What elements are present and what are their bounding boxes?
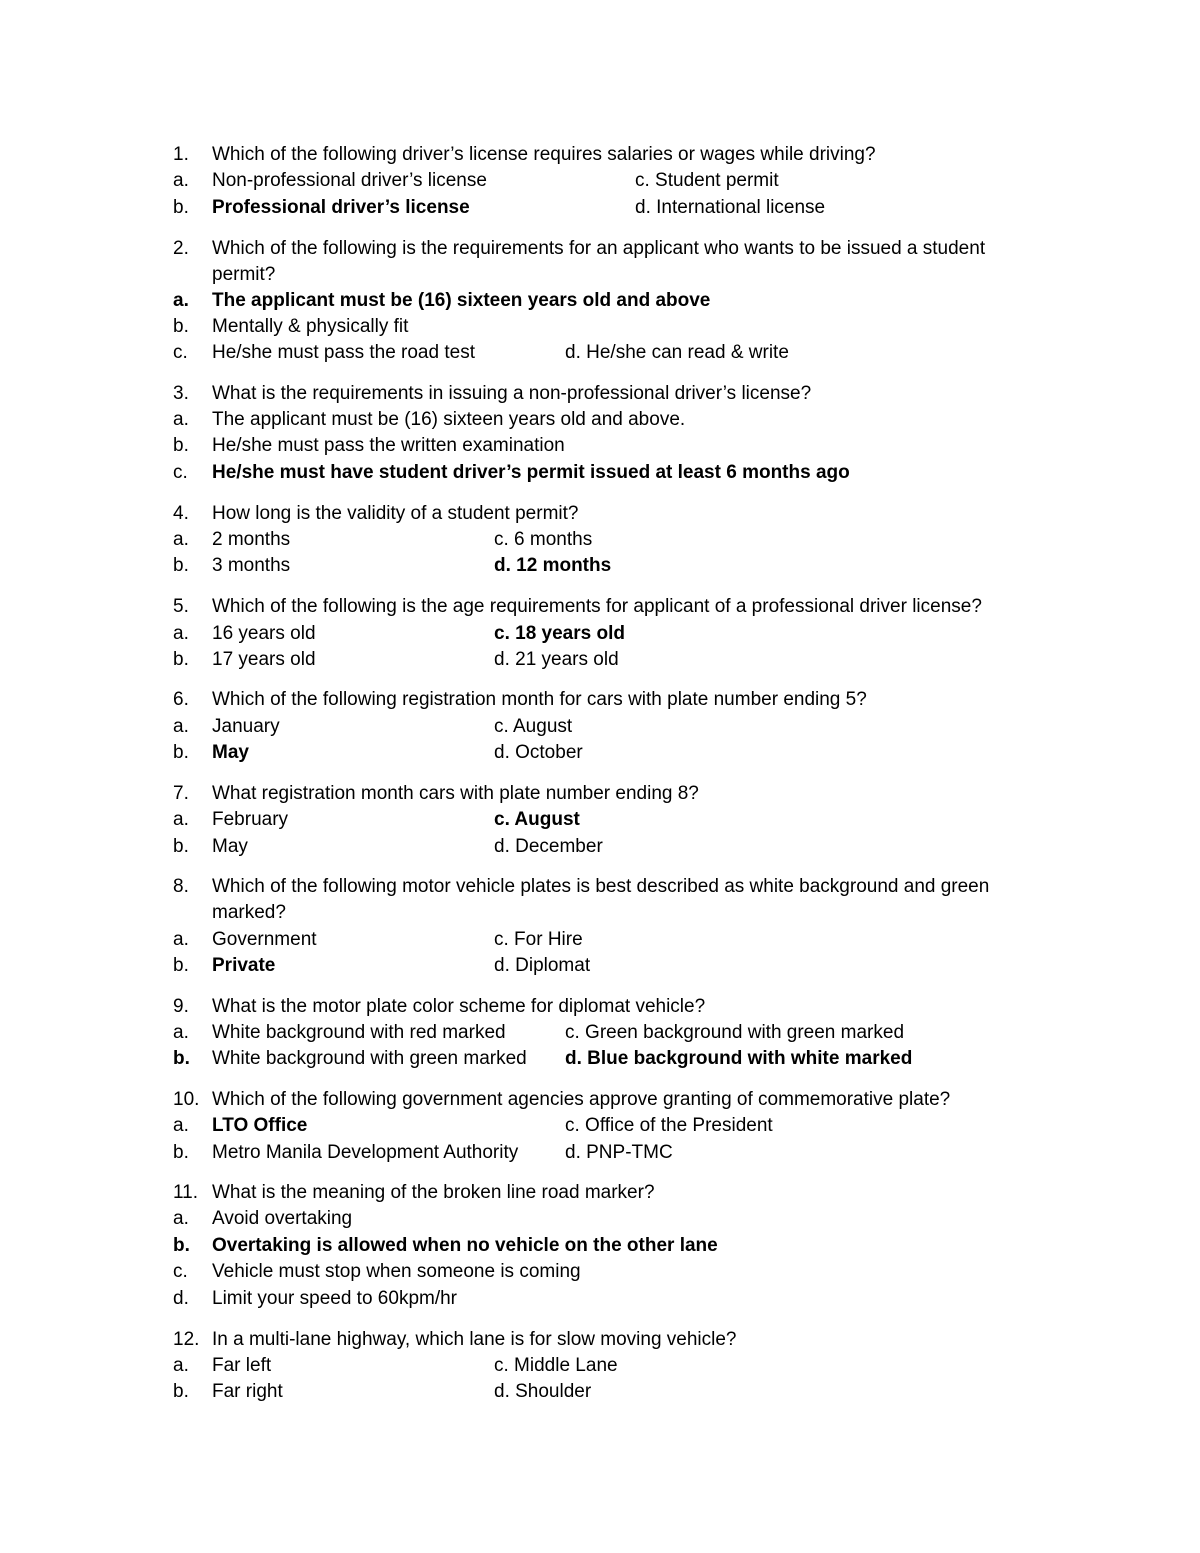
- option-text: d. PNP-TMC: [565, 1142, 673, 1163]
- option-text: 3 months: [212, 555, 291, 576]
- option-label: a.: [173, 809, 189, 830]
- question-text: Which of the following is the age requirements for applicant of a professional driver license?: [212, 596, 982, 617]
- option-label: a.: [173, 170, 189, 191]
- question-text: Which of the following government agencies approve granting of commemorative plate?: [212, 1089, 951, 1110]
- option-text: d. October: [494, 742, 583, 763]
- option-label: b.: [173, 1235, 190, 1256]
- question-text: What is the requirements in issuing a non-professional driver’s license?: [212, 383, 812, 404]
- option-text: He/she must pass the written examination: [212, 435, 565, 456]
- option-text: White background with green marked: [212, 1048, 527, 1069]
- option-text: Far right: [212, 1381, 283, 1402]
- option-label: a.: [173, 1022, 189, 1043]
- option-label: a.: [173, 623, 189, 644]
- question-number: 2.: [173, 238, 189, 259]
- option-text: d. Diplomat: [494, 955, 591, 976]
- question-text: What registration month cars with plate number ending 8?: [212, 783, 699, 804]
- question-number: 5.: [173, 596, 189, 617]
- option-text: c. Office of the President: [565, 1115, 773, 1136]
- option-text: d. 21 years old: [494, 649, 619, 670]
- question-number: 10.: [173, 1089, 200, 1110]
- correct-answer: Professional driver’s license: [212, 197, 470, 218]
- question-text: Which of the following driver’s license requires salaries or wages while driving?: [212, 144, 876, 165]
- question-number: 6.: [173, 689, 189, 710]
- question-number: 11.: [173, 1182, 199, 1203]
- option-label: c.: [173, 342, 188, 363]
- option-label: b.: [173, 1142, 189, 1163]
- option-text: c. 6 months: [494, 529, 593, 550]
- option-label: b.: [173, 555, 189, 576]
- question-number: 1.: [173, 144, 189, 165]
- correct-answer: May: [212, 742, 249, 763]
- option-label: a.: [173, 1115, 189, 1136]
- question-text: What is the meaning of the broken line road marker?: [212, 1182, 655, 1203]
- option-text: Avoid overtaking: [212, 1208, 353, 1229]
- option-text: Limit your speed to 60kpm/hr: [212, 1288, 458, 1309]
- option-text: d. December: [494, 836, 603, 857]
- option-label: a.: [173, 290, 189, 311]
- question-number: 8.: [173, 876, 189, 897]
- option-label: b.: [173, 1381, 189, 1402]
- option-text: c. For Hire: [494, 929, 583, 950]
- question-text: Which of the following registration month for cars with plate number ending 5?: [212, 689, 867, 710]
- option-text: Vehicle must stop when someone is coming: [212, 1261, 581, 1282]
- correct-answer: Overtaking is allowed when no vehicle on the other lane: [212, 1235, 718, 1256]
- option-text: He/she must pass the road test: [212, 342, 475, 363]
- question-number: 4.: [173, 503, 189, 524]
- option-text: Far left: [212, 1355, 272, 1376]
- question-number: 9.: [173, 996, 189, 1017]
- question-number: 12.: [173, 1329, 200, 1350]
- option-label: a.: [173, 529, 189, 550]
- question-number: 3.: [173, 383, 189, 404]
- correct-answer: LTO Office: [212, 1115, 308, 1136]
- option-label: c.: [173, 462, 188, 483]
- option-label: b.: [173, 649, 189, 670]
- option-label: a.: [173, 929, 189, 950]
- correct-answer: The applicant must be (16) sixteen years old and above: [212, 290, 711, 311]
- question-text: How long is the validity of a student permit?: [212, 503, 579, 524]
- option-text: c. Green background with green marked: [565, 1022, 905, 1043]
- correct-answer: He/she must have student driver’s permit issued at least 6 months ago: [212, 462, 850, 483]
- option-label: b.: [173, 955, 189, 976]
- option-text: Government: [212, 929, 317, 950]
- option-text: 16 years old: [212, 623, 316, 644]
- correct-answer: Private: [212, 955, 276, 976]
- question-text: Which of the following motor vehicle plates is best described as white background and green: [212, 876, 990, 897]
- option-label: a.: [173, 1355, 189, 1376]
- option-label: b.: [173, 197, 189, 218]
- question-text: In a multi-lane highway, which lane is for slow moving vehicle?: [212, 1329, 737, 1350]
- option-label: b.: [173, 316, 189, 337]
- question-text: permit?: [212, 264, 276, 285]
- option-label: b.: [173, 435, 189, 456]
- option-text: d. He/she can read & write: [565, 342, 789, 363]
- question-number: 7.: [173, 783, 189, 804]
- correct-answer: d. Blue background with white marked: [565, 1048, 913, 1069]
- option-label: b.: [173, 836, 189, 857]
- question-text: Which of the following is the requirements for an applicant who wants to be issued a student: [212, 238, 986, 259]
- option-text: d. International license: [635, 197, 826, 218]
- option-label: b.: [173, 1048, 190, 1069]
- option-text: d. Shoulder: [494, 1381, 592, 1402]
- option-text: c. Student permit: [635, 170, 779, 191]
- option-text: 2 months: [212, 529, 291, 550]
- option-text: February: [212, 809, 289, 830]
- option-text: January: [212, 716, 280, 737]
- option-label: a.: [173, 409, 189, 430]
- option-label: a.: [173, 716, 189, 737]
- option-label: d.: [173, 1288, 189, 1309]
- option-label: b.: [173, 742, 189, 763]
- option-text: 17 years old: [212, 649, 316, 670]
- option-text: c. August: [494, 716, 573, 737]
- correct-answer: c. August: [494, 809, 580, 830]
- option-label: a.: [173, 1208, 189, 1229]
- correct-answer: d. 12 months: [494, 555, 612, 576]
- question-text: What is the motor plate color scheme for diplomat vehicle?: [212, 996, 706, 1017]
- question-text: marked?: [212, 902, 286, 923]
- option-text: White background with red marked: [212, 1022, 506, 1043]
- option-text: May: [212, 836, 248, 857]
- option-text: c. Middle Lane: [494, 1355, 618, 1376]
- option-text: The applicant must be (16) sixteen years old and above.: [212, 409, 686, 430]
- correct-answer: c. 18 years old: [494, 623, 625, 644]
- option-text: Mentally & physically fit: [212, 316, 409, 337]
- option-label: c.: [173, 1261, 188, 1282]
- option-text: Non-professional driver’s license: [212, 170, 487, 191]
- option-text: Metro Manila Development Authority: [212, 1142, 519, 1163]
